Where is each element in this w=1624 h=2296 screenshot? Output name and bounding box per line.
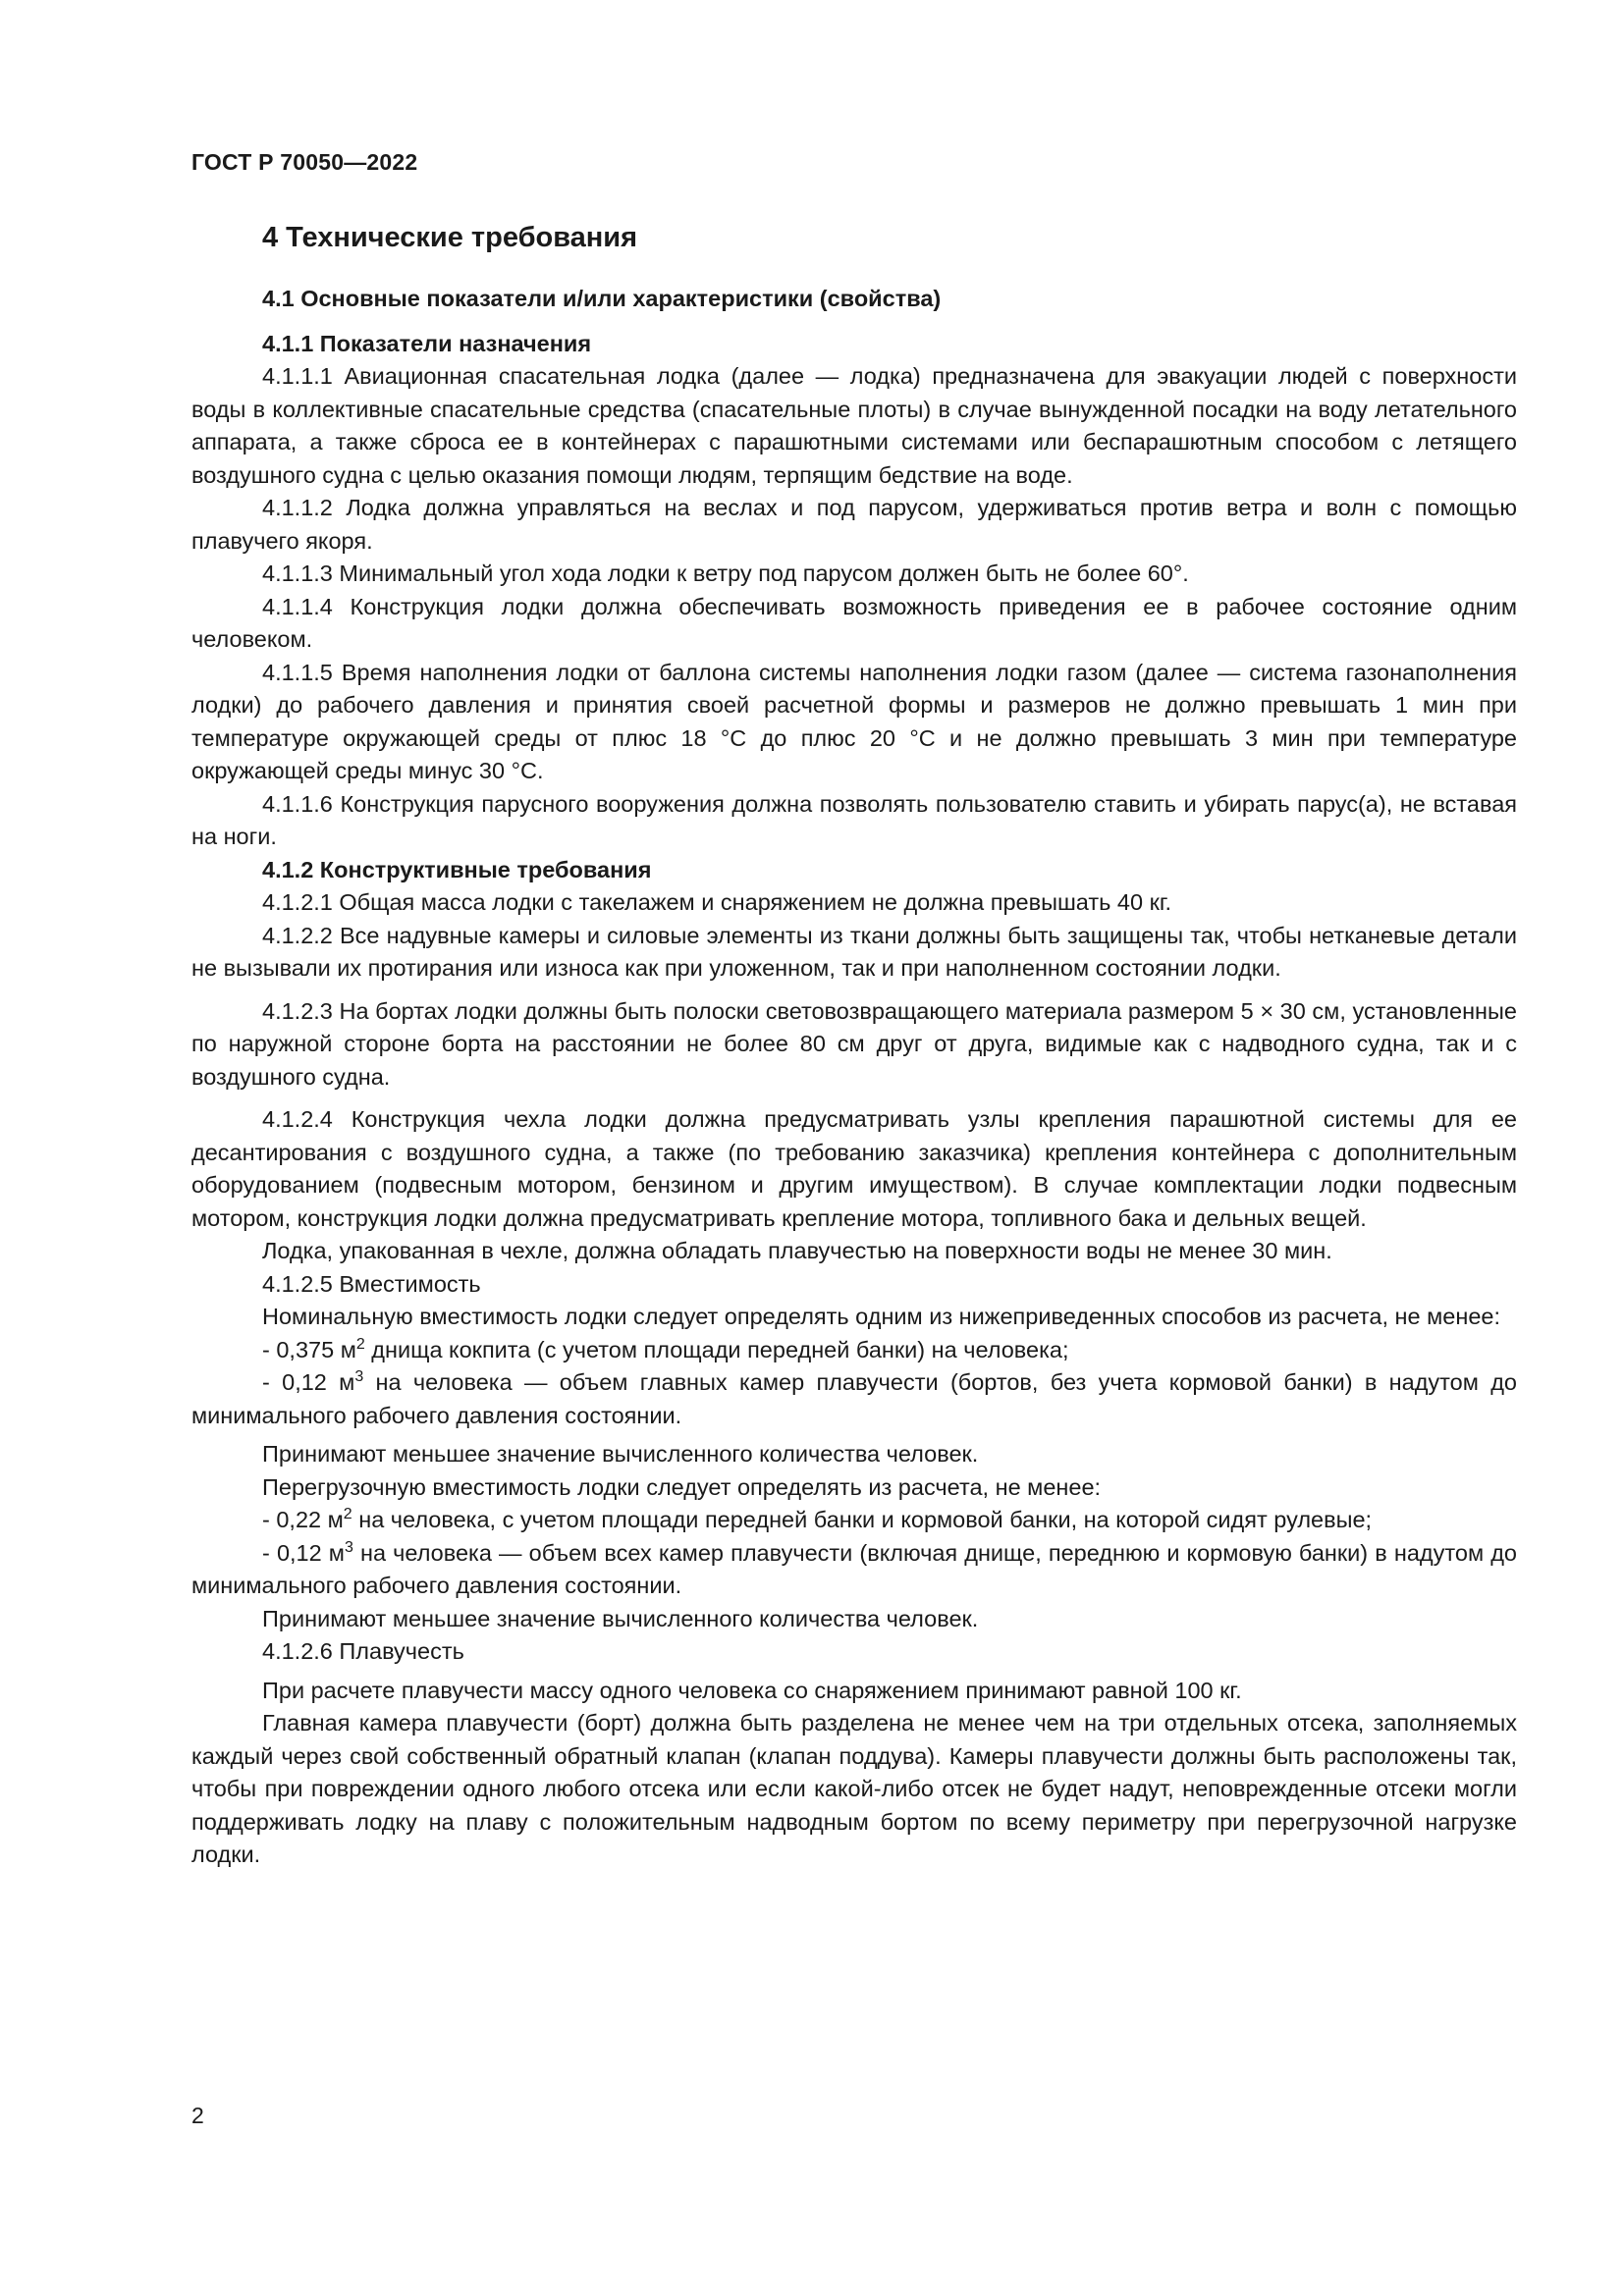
paragraph: 4.1.1.5 Время наполнения лодки от баллона системы наполнения лодки газом (далее — система газонаполнения лодки) до рабочего давления и принятия своей расчетной формы и размеров не должно превышать 1 мин при температуре окружающей среды от плюс 18 °С до плюс 20 °С и не должно превышать 3 мин при температуре окружающей среды минус 30 °С. (191, 659, 1517, 783)
paragraph: 4.1.2.5 Вместимость (262, 1270, 481, 1297)
paragraph: 4.1.2.2 Все надувные камеры и силовые элементы из ткани должны быть защищены так, чтобы нетканевые детали не вызывали их протирания или износа как при уложенном, так и при наполненном состоянии лодки. (191, 922, 1517, 981)
document-id: ГОСТ Р 70050—2022 (191, 149, 418, 175)
list-item: - 0,375 $м^2$ днища кокпита (с учетом площади передней банки) на человека; (262, 1335, 1069, 1362)
paragraph: 4.1.1.4 Конструкция лодки должна обеспечивать возможность приведения ее в рабочее состояние одним человеком. (191, 593, 1517, 652)
paragraph: При расчете плавучести массу одного человека со снаряжением принимают равной 100 кг. (262, 1677, 1242, 1703)
paragraph: 4.1.1.3 Минимальный угол хода лодки к ветру под парусом должен быть не более 60°. (262, 561, 1189, 586)
list-item: - 0,22 $м^2$ на человека, с учетом площади передней банки и кормовой банки, на которой сидят рулевые; (262, 1506, 1373, 1532)
paragraph: 4.1.1.1 Авиационная спасательная лодка (далее — лодка) предназначена для эвакуации людей с поверхности воды в коллективные спасательные средства (спасательные плоты) в случае вынужденной посадки на воду летательного аппарата, а также сброса ее в контейнерах с парашютными системами или беспарашютным способом с летящего воздушного судна с целью оказания помощи людям, терпящим бедствие на воде. (191, 363, 1517, 488)
section-heading: 4 Технические требования (262, 222, 638, 253)
paragraph: 4.1.1.6 Конструкция парусного вооружения должна позволять пользователю ставить и убирать парус(а), не вставая на ноги. (191, 790, 1517, 849)
paragraph: 4.1.2.4 Конструкция чехла лодки должна предусматривать узлы крепления парашютной системы для ее десантирования с воздушного судна, а также (по требованию заказчика) крепления контейнера с дополнительным оборудованием (подвесным мотором, бензином и другим имуществом). В случае комплектации лодки подвесным мотором, конструкция лодки должна предусматривать крепление мотора, топливного бака и дельных вещей. (191, 1106, 1517, 1231)
subsubsection-heading: 4.1.2 Конструктивные требования (262, 856, 652, 882)
paragraph: 4.1.2.6 Плавучесть (262, 1638, 464, 1664)
document-body (191, 218, 1517, 1872)
paragraph: Лодка, упакованная в чехле, должна обладать плавучестью на поверхности воды не менее 30 мин. (262, 1238, 1332, 1263)
list-item: - 0,12 $м^3$ на человека — объем всех камер плавучести (включая днище, переднюю и кормовую банки) в надутом до минимального рабочего давления состоянии. (191, 1538, 1517, 1598)
paragraph: Принимают меньшее значение вычисленного количества человек. (262, 1441, 979, 1467)
subsection-heading: 4.1 Основные показатели и/или характеристики (свойства) (262, 286, 942, 311)
paragraph: Номинальную вместимость лодки следует определять одним из нижеприведенных способов из расчета, не менее: (262, 1304, 1500, 1329)
paragraph: Главная камера плавучести (борт) должна быть разделена не менее чем на три отдельных отсека, заполняемых каждый через свой собственный обратный клапан (клапан поддува). Камеры плавучести должны быть расположены так, чтобы при повреждении одного любого отсека или если какой-либо отсек не будет надут, неповрежденные отсеки могли поддерживать лодку на плаву с положительным надводным бортом по всему периметру при перегрузочной нагрузке лодки. (191, 1710, 1517, 1867)
subsubsection-heading: 4.1.1 Показатели назначения (262, 330, 592, 356)
list-item: - 0,12 $м^3$ на человека — объем главных камер плавучести (бортов, без учета кормовой банки) в надутом до минимального рабочего давления состоянии. (191, 1368, 1517, 1428)
paragraph: Перегрузочную вместимость лодки следует определять из расчета, не менее: (262, 1473, 1102, 1500)
paragraph: Принимают меньшее значение вычисленного количества человек. (262, 1605, 979, 1631)
paragraph: 4.1.2.3 На бортах лодки должны быть полоски световозвращающего материала размером 5 × 30 см, установленные по наружной стороне борта на расстоянии не более 80 см друг от друга, видимые как с надводного судна, так и с воздушного судна. (191, 997, 1517, 1090)
page-number: 2 (191, 2103, 204, 2128)
paragraph: 4.1.1.2 Лодка должна управляться на веслах и под парусом, удерживаться против ветра и волн с помощью плавучего якоря. (191, 495, 1517, 554)
paragraph: 4.1.2.1 Общая масса лодки с такелажем и снаряжением не должна превышать 40 кг. (262, 889, 1172, 915)
